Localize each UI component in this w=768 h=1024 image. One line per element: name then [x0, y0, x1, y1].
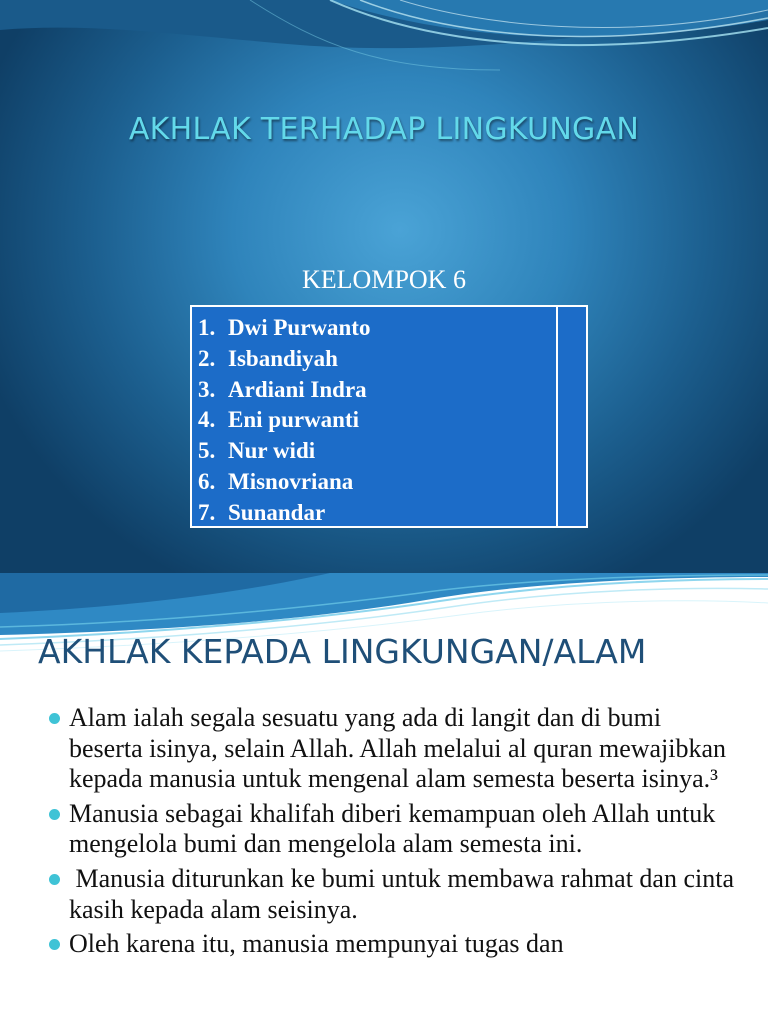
- bullet-item: [45, 929, 735, 960]
- slide-title: AKHLAK TERHADAP LINGKUNGAN: [128, 112, 640, 147]
- bullet-list: [45, 703, 741, 964]
- member-item: 1. Dwi Purwanto: [198, 315, 371, 340]
- bullet-item: [45, 703, 735, 795]
- member-name: Misnovriana: [228, 468, 354, 494]
- member-item: 2. Isbandiyah: [198, 345, 338, 371]
- bullet-text: Manusia sebagai khalifah diberi kemampuan oleh Allah untuk mengelola bumi dan mengelola alam semesta ini.: [69, 798, 716, 859]
- bullet-dot-icon: [49, 809, 60, 820]
- bullet-dot-icon: [49, 874, 60, 885]
- members-list: [192, 307, 586, 529]
- member-name: Dwi Purwanto: [228, 315, 371, 340]
- member-item: 5. Nur widi: [198, 438, 316, 464]
- top-wave-decoration: [0, 0, 768, 80]
- content-slide-title: AKHLAK KEPADA LINGKUNGAN/ALAM: [38, 632, 647, 671]
- bullet-dot-icon: [49, 939, 60, 950]
- bullet-text: Manusia diturunkan ke bumi untuk membawa rahmat dan cinta kasih kepada alam seisinya.: [69, 863, 741, 924]
- bullet-text: Oleh karena itu, manusia mempunyai tugas dan: [69, 929, 564, 959]
- member-name: Isbandiyah: [228, 345, 338, 371]
- bullet-dot-icon: [49, 713, 60, 724]
- bullet-item: [45, 799, 735, 860]
- group-label: KELOMPOK 6: [302, 265, 466, 294]
- table-column-divider: [556, 307, 558, 526]
- bullet-item: [45, 863, 741, 925]
- member-item: 6. Misnovriana: [198, 468, 354, 494]
- member-name: Sunandar: [228, 499, 326, 525]
- member-name: Eni purwanti: [228, 407, 360, 433]
- members-table: [190, 305, 588, 528]
- member-name: Ardiani Indra: [228, 376, 367, 402]
- bullet-text: Alam ialah segala sesuatu yang ada di langit dan di bumi beserta isinya, selain Allah. Allah melalui al quran mewajibkan kepada manusia untuk mengenal alam semesta beserta isinya.³: [69, 703, 727, 794]
- member-name: Nur widi: [228, 438, 316, 464]
- member-item: 4. Eni purwanti: [198, 407, 360, 433]
- member-item: 3. Ardiani Indra: [198, 376, 367, 402]
- member-item: 7. Sunandar: [198, 499, 326, 525]
